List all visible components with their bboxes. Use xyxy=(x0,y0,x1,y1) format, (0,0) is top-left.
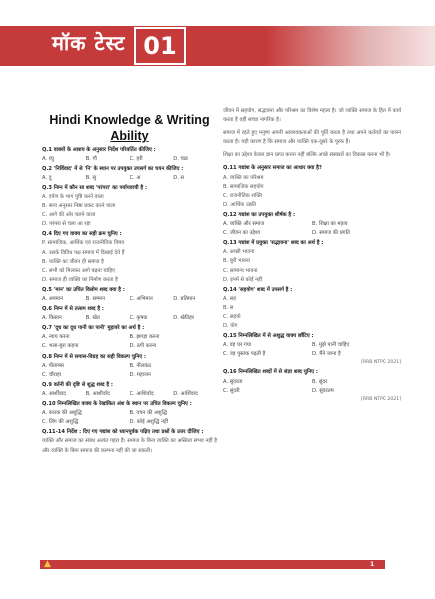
option-line: C. सभी को मिलकर आगे बढ़ना चाहिए xyxy=(42,267,115,274)
option: A. अपमान xyxy=(42,296,63,302)
option-line: A. उसके विविध पक्ष समाज में दिखाई देते हैं xyxy=(42,249,125,256)
section-heading xyxy=(42,112,217,145)
question-block xyxy=(223,164,401,209)
option: D. आर्शिवाद xyxy=(173,390,198,397)
option: B. गौ xyxy=(85,155,97,162)
question-text: Q.3 निम्न में कौन सा शब्द 'परंपरा' का पर्यायवाची है : xyxy=(42,184,148,191)
option: B. सम्मान xyxy=(85,296,105,302)
option: C. हरी xyxy=(129,155,143,162)
right-questions xyxy=(223,164,401,359)
paragraph: शिक्षा का उद्देश्य केवल ज्ञान प्राप्त करना नहीं बल्कि अच्छे संस्कारों का विकास करना भी है। xyxy=(223,152,391,159)
options-grid xyxy=(42,362,217,380)
option: C. चौराहा xyxy=(42,371,62,378)
option: C. आशिर्वाद xyxy=(129,390,154,397)
question-block xyxy=(42,184,217,229)
option: C. लिंग की अशुद्धि xyxy=(42,419,79,426)
option: A. रघु xyxy=(42,155,54,162)
option: D. मैंने जाना है xyxy=(312,351,341,358)
option-line: C. आगे की ओर चलने वाला xyxy=(42,212,96,219)
option: C. वह पुस्तक पढ़ती है xyxy=(223,351,266,358)
question-text: Q.1 वाक्यों के आशय के अनुसार निर्देश परिवर्तित कीजिए : xyxy=(42,146,156,153)
option: A. कारक की अशुद्धि xyxy=(42,410,82,417)
option: C. जीवन का उद्देश्य xyxy=(223,230,261,237)
option-line: A. अच्छी भावना xyxy=(223,249,255,256)
option: C. अ xyxy=(129,174,141,181)
option: B. शिक्षा का महत्व xyxy=(312,221,348,228)
logo-icon: ▲ xyxy=(44,559,51,569)
options-grid xyxy=(223,220,401,238)
option: D. कोई अशुद्धि नहीं xyxy=(129,419,168,426)
question-block xyxy=(223,286,401,331)
option-line: B. सत्य अनुसार निष्ठा प्रकट करने वाला xyxy=(42,203,116,210)
option-line: C. सहयो xyxy=(223,313,241,320)
passage-title: Q.11-14 निर्देश : दिए गए गद्यांश को ध्यानपूर्वक पढ़िए तथा प्रश्नों के उत्तर दीजिए : xyxy=(42,429,204,436)
option: D. चक्र xyxy=(173,155,188,162)
banner-fade xyxy=(265,26,435,66)
right-column xyxy=(223,107,401,404)
heading-line-2: Ability xyxy=(110,129,149,144)
option-line: P. सामाजिक, आर्थिक एवं राजनीतिक विषय xyxy=(42,240,125,247)
option-line: B. सामाजिक सहयोग xyxy=(223,183,264,190)
options-grid xyxy=(223,378,401,396)
question-text: Q.12 गद्यांश का उपयुक्त शीर्षक है : xyxy=(223,211,296,218)
option: D. स xyxy=(173,174,185,181)
options-grid xyxy=(42,174,217,183)
option-line: D. योग xyxy=(223,323,238,330)
question-block xyxy=(42,400,217,427)
option: B. वचन की अशुद्धि xyxy=(129,410,168,417)
question-block xyxy=(42,324,217,351)
question-block xyxy=(223,368,401,395)
option: B. आशीर्वाद xyxy=(85,390,110,397)
paragraph: जीवन में सहयोग, सद्भावना और परिश्रम का विशेष महत्व है। जो व्यक्ति समाज के हित में कार्य करता है वही सच्चा नागरिक है। xyxy=(223,108,401,124)
question-text: Q.9 वर्तनी की दृष्टि से शुद्ध शब्द है : xyxy=(42,381,113,388)
passage-text: व्यक्ति और समाज का संबंध अत्यंत गहरा है। समाज के बिना व्यक्ति का अस्तित्व संभव नहीं है और व्यक्ति के बिना समाज की कल्पना नहीं की जा सकती। xyxy=(42,438,217,454)
option: C. भला-बुरा कहना xyxy=(42,343,79,350)
question-text: Q.8 निम्न में से समास-विग्रह का सही विकल्प चुनिए : xyxy=(42,353,146,360)
heading-line-1: Hindi Knowledge & Writing xyxy=(49,113,210,127)
question-block xyxy=(42,286,217,304)
options-grid xyxy=(42,155,217,164)
question-text: Q.14 'सहयोग' शब्द में उपसर्ग है : xyxy=(223,286,293,293)
question-block xyxy=(42,146,217,164)
options-grid xyxy=(42,295,217,304)
option: A. किसान xyxy=(42,315,62,322)
question-text: Q.4 दिए गए वाक्य का सही क्रम चुनिए : xyxy=(42,231,122,238)
option: D. समाज की प्रगति xyxy=(312,230,350,237)
option: A. दु xyxy=(42,174,52,181)
question-block xyxy=(42,165,217,183)
option: B. झगड़ा करना xyxy=(129,334,160,341)
question-block xyxy=(223,239,401,284)
option: A. सुंदरता xyxy=(223,378,243,385)
option: D. ठगी करना xyxy=(129,343,157,350)
options-grid xyxy=(42,390,217,399)
footer-bar xyxy=(40,560,385,569)
header-banner xyxy=(0,0,435,72)
option: B. सु xyxy=(85,174,97,181)
question-text: Q.2 'निर्विवाद' में से 'नि' के स्थान पर उपयुक्त उपसर्ग का चयन कीजिए : xyxy=(42,165,184,172)
option: A. व्यक्ति और समाज xyxy=(223,221,265,228)
option: A. पीताम्बर xyxy=(42,362,65,369)
question-text: Q.10 निम्नलिखित वाक्य के रेखांकित अंश के स्थान पर उचित विकल्प चुनिए : xyxy=(42,401,192,408)
option: B. नीलकंठ xyxy=(129,362,152,369)
option: B. खेत xyxy=(85,315,100,322)
option: B. सुंदर xyxy=(312,378,328,385)
question-text: Q.11 गद्यांश के अनुसार समाज का आधार क्या है? xyxy=(223,165,322,172)
option: C. अभिमान xyxy=(129,296,153,302)
question-text: Q.6 निम्न में से तत्सम शब्द है : xyxy=(42,306,104,313)
left-questions xyxy=(42,146,217,428)
right-paragraphs xyxy=(223,107,401,160)
option-line: D. समाज ही व्यक्ति का निर्माण करता है xyxy=(42,276,118,283)
option: A. आर्शीवाद xyxy=(42,390,66,397)
test-number-badge: 01 xyxy=(134,27,186,65)
question-block xyxy=(42,381,217,399)
option: A. वह घर गया xyxy=(223,342,252,349)
option-line: B. व्यक्ति का जीवन ही समाज है xyxy=(42,258,104,265)
option: B. मुझे पानी चाहिए xyxy=(312,342,350,349)
option-line: A. दर्पण के भाग पुष्टि करने वाला xyxy=(42,193,104,200)
left-column xyxy=(42,112,217,460)
options-grid xyxy=(223,341,401,359)
option-line: C. राजनीतिक शक्ति xyxy=(223,192,262,199)
options-grid xyxy=(42,409,217,427)
option-line: D. आर्थिक उन्नति xyxy=(223,201,256,208)
option-line: B. स xyxy=(223,304,234,311)
question-block xyxy=(42,230,217,285)
option-line: A. सह xyxy=(223,295,237,302)
option: D. सुंदरतम xyxy=(312,387,334,394)
options-grid xyxy=(42,333,217,351)
option: D. प्रतिमान xyxy=(173,296,196,302)
options-grid xyxy=(42,314,217,323)
option-line: B. बुरी भावना xyxy=(223,258,251,265)
option: A. न्याय करना xyxy=(42,334,70,341)
question-block xyxy=(42,353,217,380)
question-block xyxy=(42,305,217,323)
question-text: Q.13 गद्यांश में प्रयुक्त 'सद्भावना' शब्द का अर्थ है : xyxy=(223,240,324,247)
question-text: Q.16 निम्नलिखित शब्दों में से संज्ञा शब्द चुनिए : xyxy=(223,369,318,376)
option-line: D. इनमें से कोई नहीं xyxy=(223,276,263,283)
option-line: C. सामान्य भावना xyxy=(223,267,258,274)
source-tag: [RRB NTPC 2021] xyxy=(361,360,401,366)
source-tag-2: [RRB NTPC 2021] xyxy=(361,396,401,402)
page-number: 1 xyxy=(370,561,375,568)
option-line: D. परंपरा से चला आ रहा xyxy=(42,221,91,228)
question-text: Q.15 निम्नलिखित में से अशुद्ध वाक्य छाँटिए : xyxy=(223,333,314,340)
option-line: A. व्यक्ति का परिश्रम xyxy=(223,174,264,181)
option: D. खेतिहर xyxy=(173,315,194,322)
question-block xyxy=(223,211,401,238)
option: C. सुंदरी xyxy=(223,387,240,394)
option: D. महाजन xyxy=(129,371,151,378)
mock-test-title: मॉक टेस्ट xyxy=(52,31,126,55)
option: C. कृषक xyxy=(129,315,148,322)
question-16 xyxy=(223,368,401,395)
paragraph: समाज में रहते हुए मनुष्य अपनी आवश्यकताओं की पूर्ति करता है तथा अपने कर्तव्यों का पालन करता है। यही कारण है कि समाज और व्यक्ति एक-दूसरे के पूरक हैं। xyxy=(223,130,401,146)
question-text: Q.7 'दूध का दूध पानी का पानी' मुहावरे का अर्थ है : xyxy=(42,325,145,332)
question-block xyxy=(223,332,401,359)
question-text: Q.5 'मान' का उचित विलोम शब्द क्या है : xyxy=(42,286,125,293)
